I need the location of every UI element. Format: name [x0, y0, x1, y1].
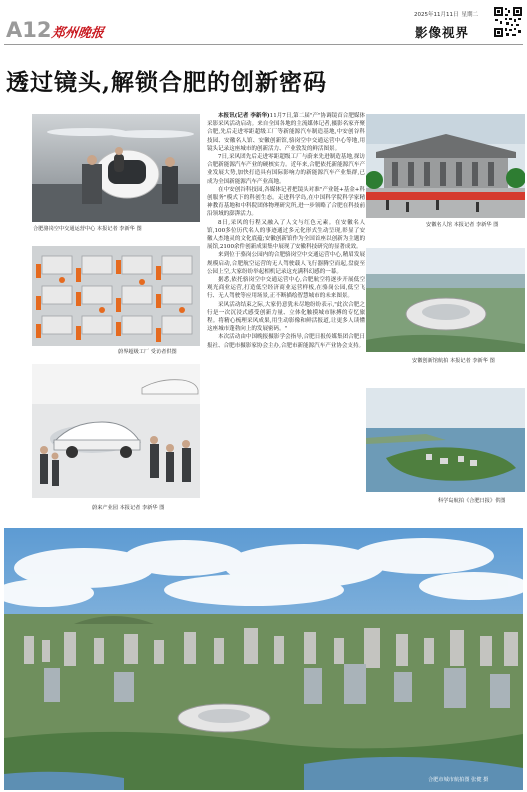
weekday-text: 星期二 — [461, 12, 479, 18]
article-paragraph: 据悉,依托骆岗空中交通运营中心,合肥航空将逐步开展低空观光商业运营,打造低空经济商业运营样板,在骆岗公园,低空飞行、无人驾驶等应用场景,正不断描绘智慧城市的未来图景。 — [207, 277, 365, 300]
date-text: 2025年11月11日 — [414, 12, 459, 18]
photo-nio-industrial-park — [32, 364, 200, 498]
photo-science-island — [366, 388, 525, 492]
caption-super-factory: 蔚界超级工厂 受访者供图 — [118, 349, 177, 355]
caption-science-island: 科学岛航拍《合肥日报》供图 — [438, 498, 506, 504]
caption-celebrity-hall: 安徽名人馆 本报记者 李新华 图 — [426, 222, 499, 228]
photo-celebrity-hall — [366, 114, 525, 218]
issue-date — [414, 10, 481, 18]
qr-code-icon — [493, 6, 523, 38]
article-byline: 本报讯(记者 李新华) — [218, 113, 270, 119]
article-paragraph: 本报讯(记者 李新华)11月7日,第二届"产"协调镜首合肥媒体采影采风活动启动。来自全国各地的主流媒体记者,摄影名家齐聚合肥,先后走进零距超级工厂等新能源汽车制造基地,中安创谷科技园、安徽名人馆、安徽创新馆,骆岗空中交通运营中心等地,用镜头记录这座城市的创新活力、产业敦发的鲜活图景。 — [207, 113, 365, 152]
photo-hefei-aerial — [4, 528, 523, 790]
photo-innovation-hall — [366, 248, 525, 352]
page-number: A12 — [6, 18, 52, 42]
newspaper-logo: 郑州晚报 — [50, 26, 105, 41]
article-paragraph: 7日,采风团先后走进零距超级工厂与蔚来先进制造基地,探访合肥新能源汽车产业的硬核实力。近年来,合肥依托新能源汽车产业发展大势,加快打造具有国际影响力的新能源汽车产业集群,已成为全国新能源汽车产业高地。 — [207, 154, 365, 185]
header-divider — [4, 44, 523, 45]
section-title: 影像视界 — [415, 25, 470, 40]
caption-nio-industrial-park: 蔚来产业园 本报记者 李新华 图 — [92, 505, 165, 511]
page-header — [0, 0, 527, 46]
article-body — [207, 112, 365, 350]
caption-innovation-hall: 安徽创新馆航拍 本报记者 李新华 图 — [412, 358, 495, 364]
photo-air-traffic-center — [32, 114, 200, 222]
article-paragraph: 本次活动由中国晚报摄影学会指导,合肥日报传媒集团合肥日报社、合肥市摄影家协会主办,合肥市新能源汽车产业协会支持。 — [207, 334, 365, 349]
caption-air-traffic-center: 合肥骆岗空中交通运营中心 本报记者 李新华 图 — [33, 226, 142, 232]
article-headline: 透过镜头,解锁合肥的创新密码 — [6, 69, 328, 96]
photo-super-factory — [32, 246, 200, 346]
article-paragraph: 8日,采风的行程又融入了人文与红色元素。在安徽名人馆,100多位历代名人的事迹通过多元化形式生动呈现,彰显了安徽人杰地灵的文化底蕴;安徽创新馆作为全国首座以创新为主题的展馆,2100余件创新成果集中展现了安徽科技研究的显著成效。 — [207, 219, 365, 251]
caption-hefei-aerial: 合肥市城市航拍图 张健 摄 — [428, 777, 489, 783]
article-paragraph: 在中安创谷科技园,各媒体记者把镜头对准"产业链+基金+科创服务"模式下的科创生态。走进科学岛,在中国科学院科学家精神教育基地和中科院团体物理研究所,进一步领略了合肥在科技前沿领域的澎湃活力。 — [207, 186, 365, 218]
article-paragraph: 采风活动结束之际,大家仍意犹未尽地纷纷表示,"此次合肥之行是一次沉浸式感受创新力量、立体化触摸城市脉搏的专忆旅程。将精心梳理采风成果,用生动影像和鲜活报道,让更多人读懂这座城市蓬勃向上的发展密码。" — [207, 301, 365, 333]
article-paragraph: 来到位于骆岗公园内的合肥骆岗空中交通运营中心,精眉发展规模启动,合肥航空运营的无人驾驶载人飞行器腾空而起,盘旋至公园上空,大家纷纷举起相机记录这充满科幻感的一幕。 — [207, 252, 365, 275]
